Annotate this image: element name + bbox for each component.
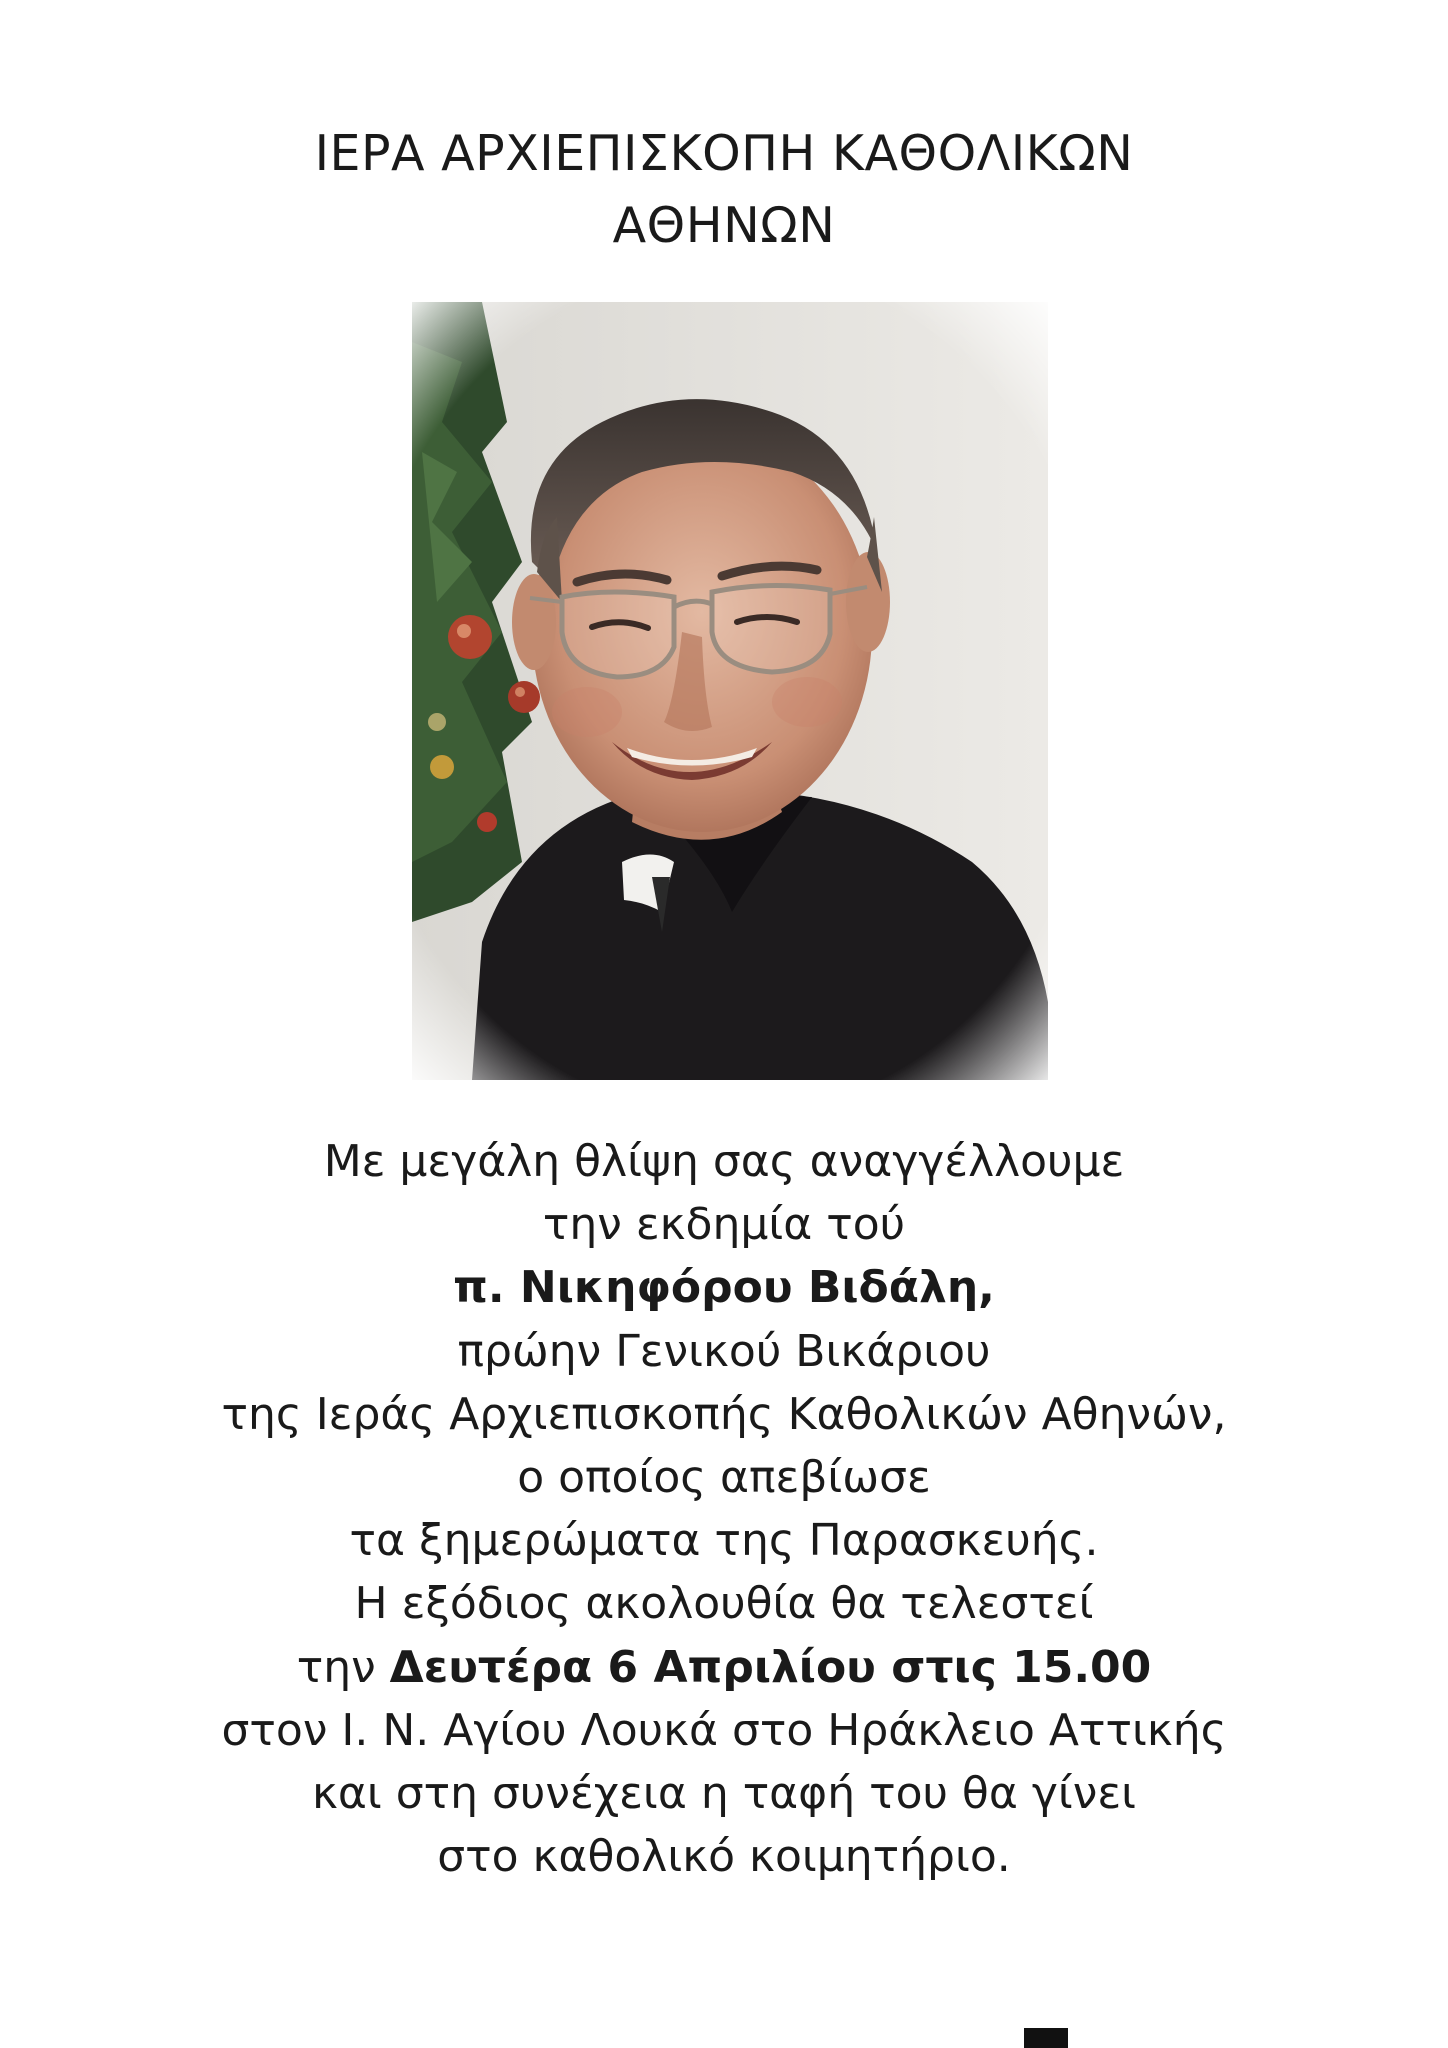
header-line-1: ΙΕΡΑ ΑΡΧΙΕΠΙΣΚΟΠΗ ΚΑΘΟΛΙΚΩΝ (314, 125, 1134, 182)
funeral-datetime-prefix: την (296, 1641, 390, 1693)
announcement-line-7: τα ξημερώματα της Παρασκευής. (349, 1515, 1099, 1567)
announcement-line-8: Η εξόδιος ακολουθία θα τελεστεί (354, 1578, 1094, 1630)
announcement-line-2: την εκδημία τού (542, 1199, 906, 1251)
announcement-line-5: της Ιεράς Αρχιεπισκοπής Καθολικών Αθηνών, (221, 1388, 1227, 1440)
archdiocese-header (0, 118, 1448, 262)
announcement-line-11: και στη συνέχεια η ταφή του θα γίνει (311, 1768, 1137, 1820)
announcement-line-6: ο οποίος απεβίωσε (517, 1452, 931, 1504)
funeral-datetime-line (0, 1636, 1448, 1699)
priest-portrait-photo (412, 302, 1048, 1080)
obituary-announcement (0, 1130, 1448, 1888)
announcement-line-4: πρώην Γενικού Βικάριου (457, 1325, 991, 1377)
announcement-line-1: Με μεγάλη θλίψη σας αναγγέλλουμε (323, 1136, 1125, 1187)
funeral-datetime: Δευτέρα 6 Απριλίου στις 15.00 (389, 1641, 1152, 1693)
deceased-name-text: π. Νικηφόρου Βιδάλη, (453, 1262, 995, 1314)
header-line-2: ΑΘΗΝΩΝ (612, 197, 836, 254)
announcement-line-12: στο καθολικό κοιμητήριο. (437, 1831, 1011, 1883)
announcement-line-10: στον Ι. Ν. Αγίου Λουκά στο Ηράκλειο Αττικής (221, 1704, 1227, 1756)
corner-mark (1024, 2028, 1068, 2048)
deceased-name (0, 1256, 1448, 1319)
